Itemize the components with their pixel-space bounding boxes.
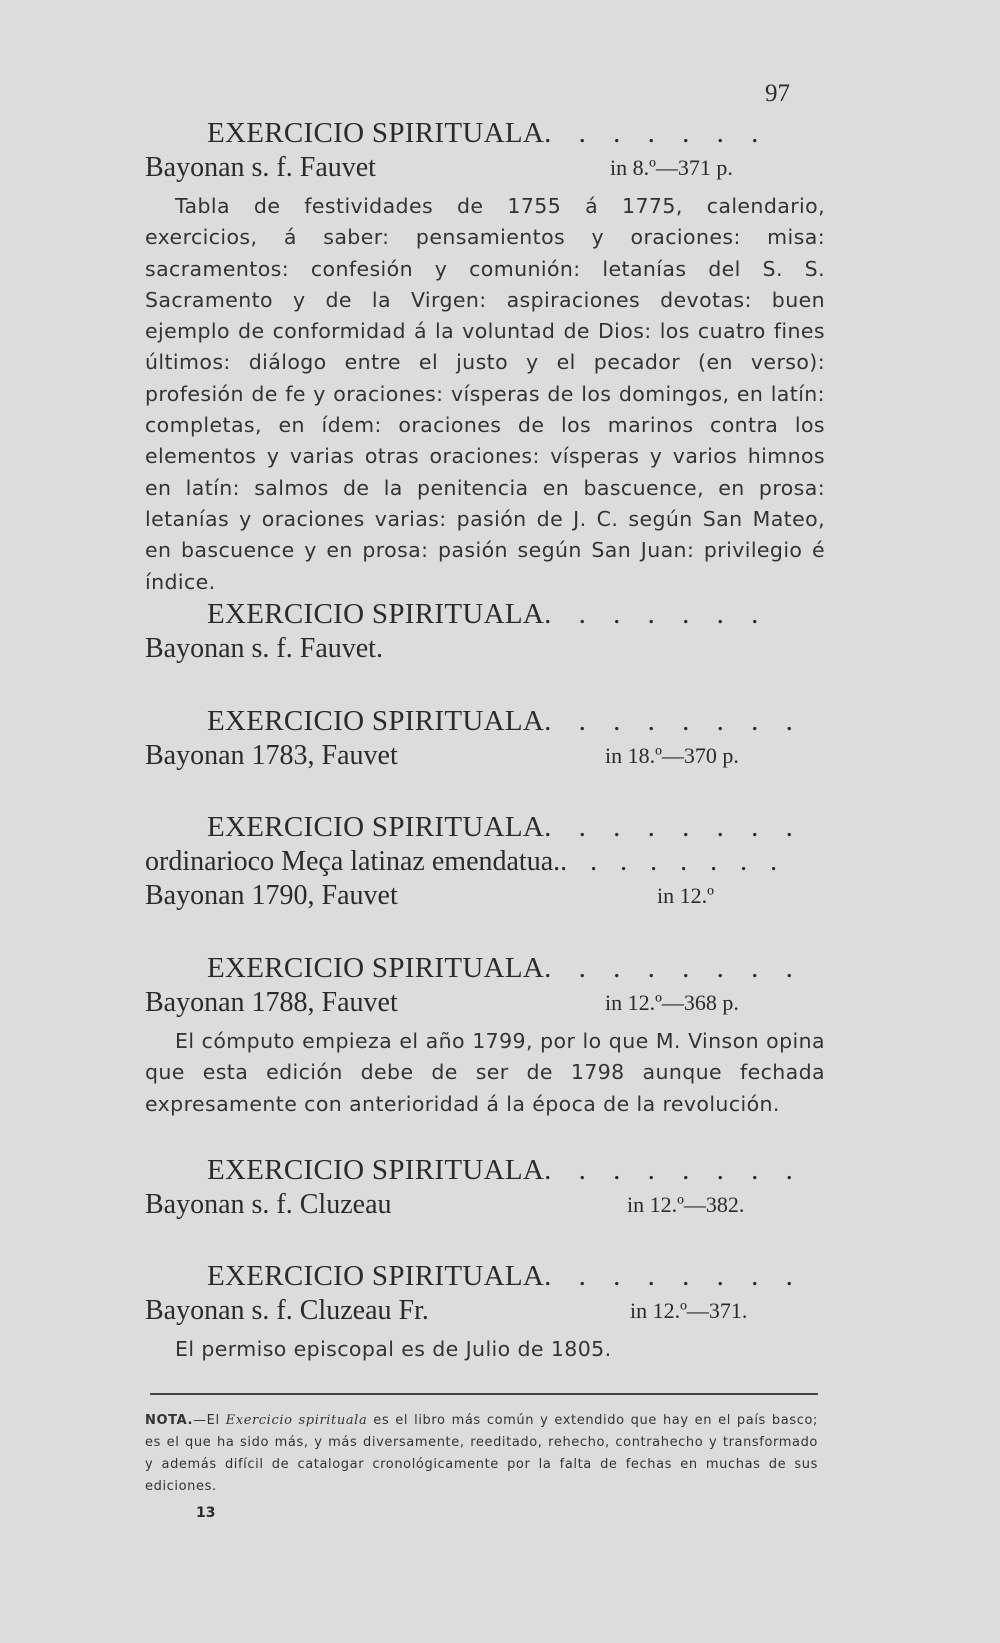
entry-title-text: EXERCICIO SPIRITUALA [207,811,545,843]
subtitle-dots: . . . . . . . . [560,846,786,877]
entry-title-text: EXERCICIO SPIRITUALA [207,952,545,984]
entry-title-dots: . . . . . . . . [544,705,803,737]
entry-imprint [145,1294,825,1328]
entry-title-text: EXERCICIO SPIRITUALA [207,598,545,630]
entry-title [145,115,825,151]
entry-description-text: El cómputo empieza el año 1799, por lo que M. Vinson opina que esta edición debe de ser de 1798 aunque fechada expresamente con anterioridad á la época de la revolución. [145,1029,825,1116]
entry-description [145,1334,825,1365]
entry-title [145,1152,825,1188]
imprint-text: Bayonan s. f. Fauvet [145,152,376,183]
imprint-text: Bayonan s. f. Cluzeau Fr. [145,1295,429,1326]
signature-mark: 13 [196,1505,216,1521]
entry-imprint [145,739,825,773]
imprint-text: Bayonan 1783, Fauvet [145,740,398,771]
page-number: 97 [765,80,790,107]
entry-imprint [145,151,825,185]
entry-subtitle [145,845,825,879]
entry-format: in 12.º [657,883,714,908]
imprint-text: Bayonan s. f. Fauvet. [145,633,383,664]
entry-title [145,809,825,845]
footnote-text: es el libro más común y extendido que hay en el país basco; es el que ha sido más, y más diversamente, reeditado, rehecho, contrahecho y transformado y además difícil de catalogar cronológicamente por la falta de fechas en muchas de sus ediciones. [145,1413,819,1494]
entry-title [145,1258,825,1294]
footnote-rule [150,1393,818,1395]
footnote-emphasis: Exercicio spirituala [225,1413,368,1428]
entry-title-dots: . . . . . . . . [544,811,803,843]
bibliography-entry [145,115,825,598]
entry-imprint [145,879,825,913]
entry-imprint [145,1188,825,1222]
entry-format: in 8.º—371 p. [610,155,733,180]
entry-title-text: EXERCICIO SPIRITUALA [207,1260,545,1292]
imprint-text: Bayonan 1788, Fauvet [145,987,398,1018]
entry-title [145,703,825,739]
entry-title-text: EXERCICIO SPIRITUALA [207,1154,545,1186]
bibliography-entry [145,703,825,773]
bibliography-entry [145,1258,825,1365]
bibliography-entry [145,1152,825,1222]
imprint-text: Bayonan 1790, Fauvet [145,880,398,911]
entry-title-text: EXERCICIO SPIRITUALA [207,117,545,149]
entry-title-text: EXERCICIO SPIRITUALA [207,705,545,737]
entry-title [145,596,825,632]
entry-description [145,191,825,598]
bibliography-entry [145,596,825,666]
entry-title-dots: . . . . . . . [544,598,769,630]
entry-title-dots: . . . . . . . . [544,1260,803,1292]
entry-title [145,950,825,986]
entry-format: in 12.º—368 p. [605,990,739,1015]
entry-format: in 18.º—370 p. [605,743,739,768]
subtitle-text: ordinarioco Meça latinaz emendatua. [145,846,561,877]
entry-format: in 12.º—371. [630,1298,748,1323]
entry-imprint [145,632,825,666]
footnote [145,1410,818,1498]
entry-description [145,1026,825,1120]
footnote-dash: —El [193,1413,226,1428]
entry-title-dots: . . . . . . . . [544,1154,803,1186]
bibliography-entry [145,809,825,913]
entry-description-text: Tabla de festividades de 1755 á 1775, calendario, exercicios, á saber: pensamientos y oraciones: misa: sacramentos: confesión y comunión: letanías del S. S. Sacramento y de la Virgen: aspiraciones devotas: buen ejemplo de conformidad á la voluntad de Dios: los cuatro fines últimos: diálogo entre el justo y el pecador (en verso): profesión de fe y oraciones: vísperas de los domingos, en latín: completas, en ídem: oraciones de los marinos contra los elementos y varias otras oraciones: vísperas y varios himnos en latín: salmos de la penitencia en bascuence, en prosa: letanías y oraciones varias: pasión de J. C. según San Mateo, en bascuence y en prosa: pasión según San Juan: privilegio é índice. [145,194,825,594]
entry-title-dots: . . . . . . . . [544,952,803,984]
bibliography-entry [145,950,825,1120]
entry-format: in 12.º—382. [627,1192,745,1217]
imprint-text: Bayonan s. f. Cluzeau [145,1189,392,1220]
entry-title-dots: . . . . . . . [544,117,769,149]
footnote-label: NOTA. [145,1413,194,1428]
entry-description-text: El permiso episcopal es de Julio de 1805. [175,1337,612,1361]
entry-imprint [145,986,825,1020]
